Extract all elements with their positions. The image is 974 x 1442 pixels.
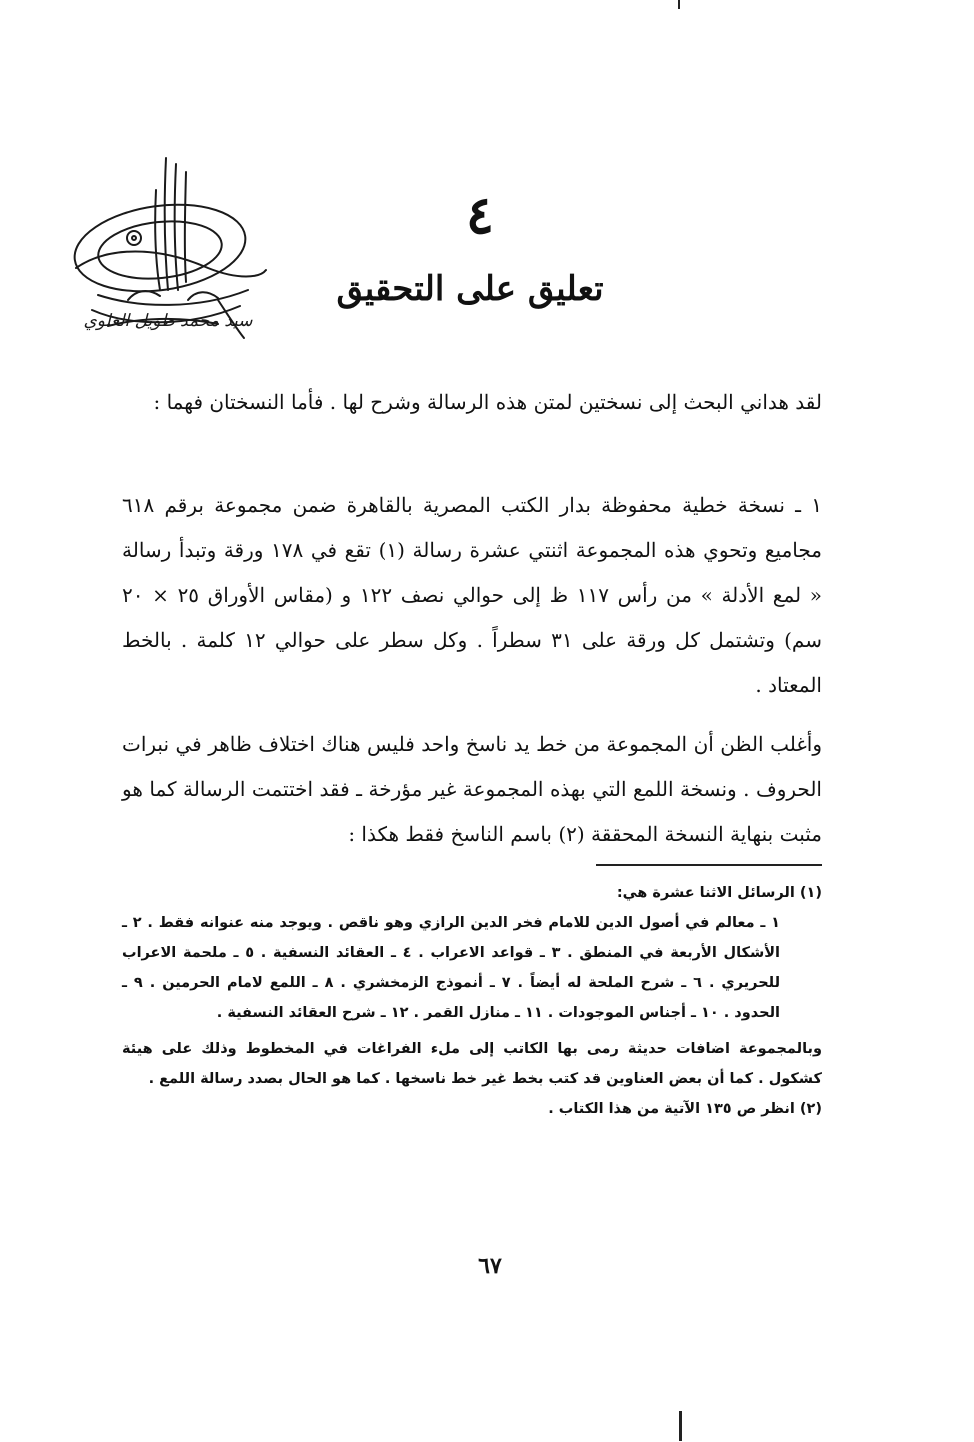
body-paragraph-3: وأغلب الظن أن المجموعة من خط يد ناسخ واحد فليس هناك اختلاف ظاهر في نبرات الحروف . ونسخة اللمع التي بهذه المجموعة غير مؤرخة ـ فقد اختتمت الرسالة كما هو مثبت بنهاية النسخة المحققة (٢) باسم الناسخ فقط هكذا : bbox=[122, 732, 822, 846]
bottom-edge-mark bbox=[679, 1411, 682, 1441]
top-edge-mark bbox=[678, 0, 680, 9]
page-number: ٦٧ bbox=[478, 1253, 502, 1279]
body-paragraph-2: ١ ـ نسخة خطية محفوظة بدار الكتب المصرية بالقاهرة ضمن مجموعة برقم ٦١٨ مجاميع وتحوي هذه المجموعة اثنتي عشرة رسالة (١) تقع في ١٧٨ ورقة وتبدأ رسالة « لمع الأدلة » من رأس ١١٧ ظ إلى حوالي نصف ١٢٢ و (مقاس الأوراق ٢٥ × ٢٠ سم) وتشتمل كل ورقة على ٣١ سطراً . وكل سطر على حوالي ١٢ كلمة . بالخط المعتاد . bbox=[122, 493, 822, 697]
footnotes bbox=[122, 878, 822, 1124]
chapter-title: تعليق على التحقيق bbox=[336, 269, 604, 309]
footnote-separator bbox=[596, 864, 822, 866]
footnote-1-heading: (١) الرسائل الاثنا عشرة هي: bbox=[616, 885, 822, 901]
chapter-number: ٤ bbox=[466, 185, 494, 246]
calligraphic-seal bbox=[68, 150, 268, 350]
seal-lettering: سيد محمد طويل العلوي bbox=[83, 311, 253, 331]
footnote-1-note: وبالمجموعة اضافات حديثة رمى بها الكاتب إلى ملء الفراغات في المخطوط وذلك على هيئة كشكول . كما أن بعض العناوين قد كتب بخط غير خط ناسخها . كما هو الحال بصدد رسالة اللمع . bbox=[122, 1041, 822, 1087]
footnote-1-list: ١ ـ معالم في أصول الدين للامام فخر الدين الرازي وهو ناقص . ويوجد منه عنوانه فقط . ٢ ـ الأشكال الأربعة في المنطق . ٣ ـ قواعد الاعراب . ٤ ـ العقائد النسفية . ٥ ـ ملحمة الاعراب للحريري . ٦ ـ شرح الملحة له أيضاً . ٧ ـ أنموذج الزمخشري . ٨ ـ اللمع لامام الحرمين . ٩ ـ الحدود . ١٠ ـ أجناس الموجودات . ١١ ـ منازل القمر . ١٢ ـ شرح العقائد النسفية . bbox=[122, 915, 781, 1021]
body-paragraph-1: لقد هداني البحث إلى نسختين لمتن هذه الرسالة وشرح لها . فأما النسختان فهما : bbox=[153, 390, 822, 414]
seal-drawing bbox=[68, 150, 268, 350]
footnote-2: (٢) انظر ص ١٣٥ الآتية من هذا الكتاب . bbox=[548, 1101, 822, 1117]
